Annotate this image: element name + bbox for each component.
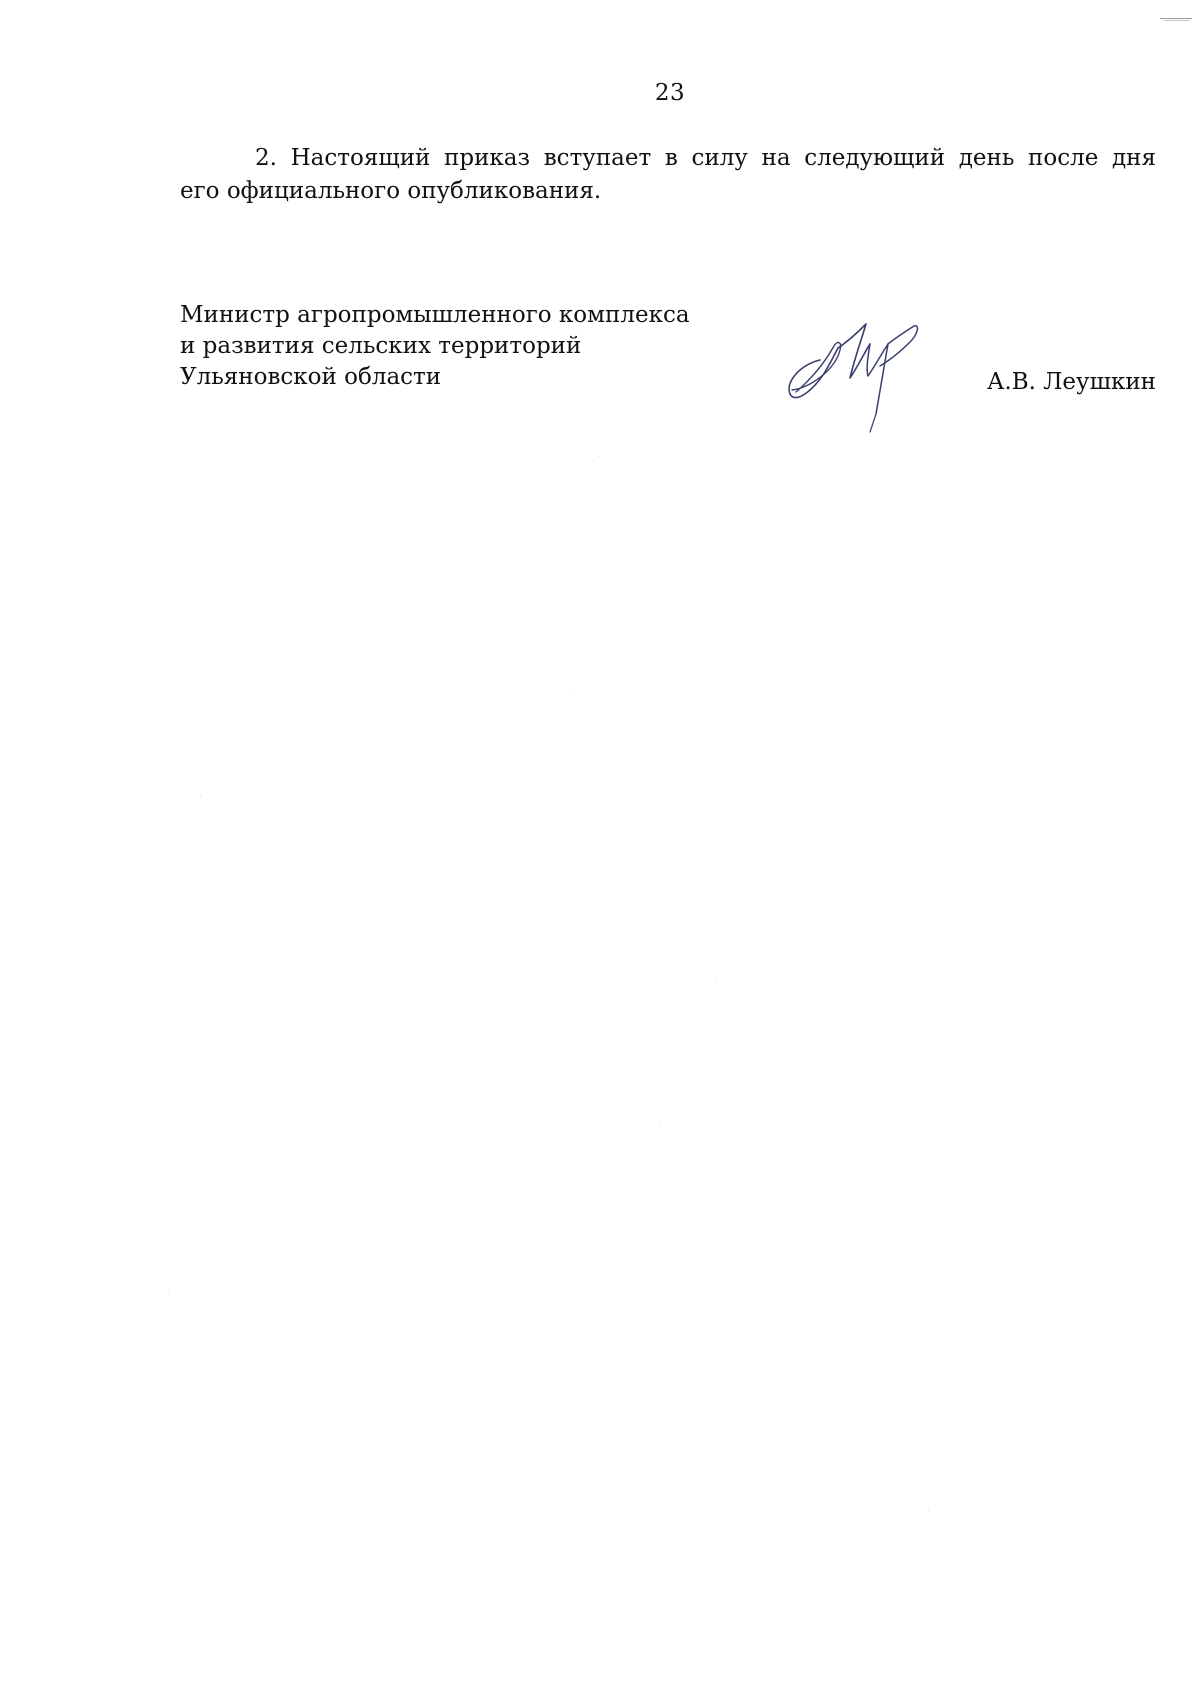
scan-speck [168, 1290, 169, 1291]
order-clause-paragraph [180, 142, 1156, 208]
scan-edge-mark-secondary [1164, 20, 1190, 21]
scan-speck [716, 980, 717, 981]
signatory-position-line-1: Министр агропромышленного комплекса [180, 302, 690, 328]
signatory-name: А.В. Леушкин [986, 369, 1156, 395]
signatory-position-line-2: и развития сельских территорий [180, 333, 582, 359]
scan-speck [598, 456, 599, 457]
paragraph-line-1: 2. Настоящий приказ вступает в силу на следующий день после дня [255, 145, 1156, 171]
paragraph-line-2: его официального опубликования. [180, 178, 602, 204]
scan-speck [570, 688, 571, 689]
scan-speck [660, 1125, 661, 1126]
signatory-position [180, 300, 700, 393]
scan-speck [928, 1510, 929, 1511]
scan-speck [200, 795, 201, 796]
signatory-position-line-3: Ульяновской области [180, 364, 442, 390]
handwritten-signature [780, 320, 960, 440]
page-number: 23 [654, 80, 686, 106]
scan-edge-mark [1160, 18, 1192, 19]
